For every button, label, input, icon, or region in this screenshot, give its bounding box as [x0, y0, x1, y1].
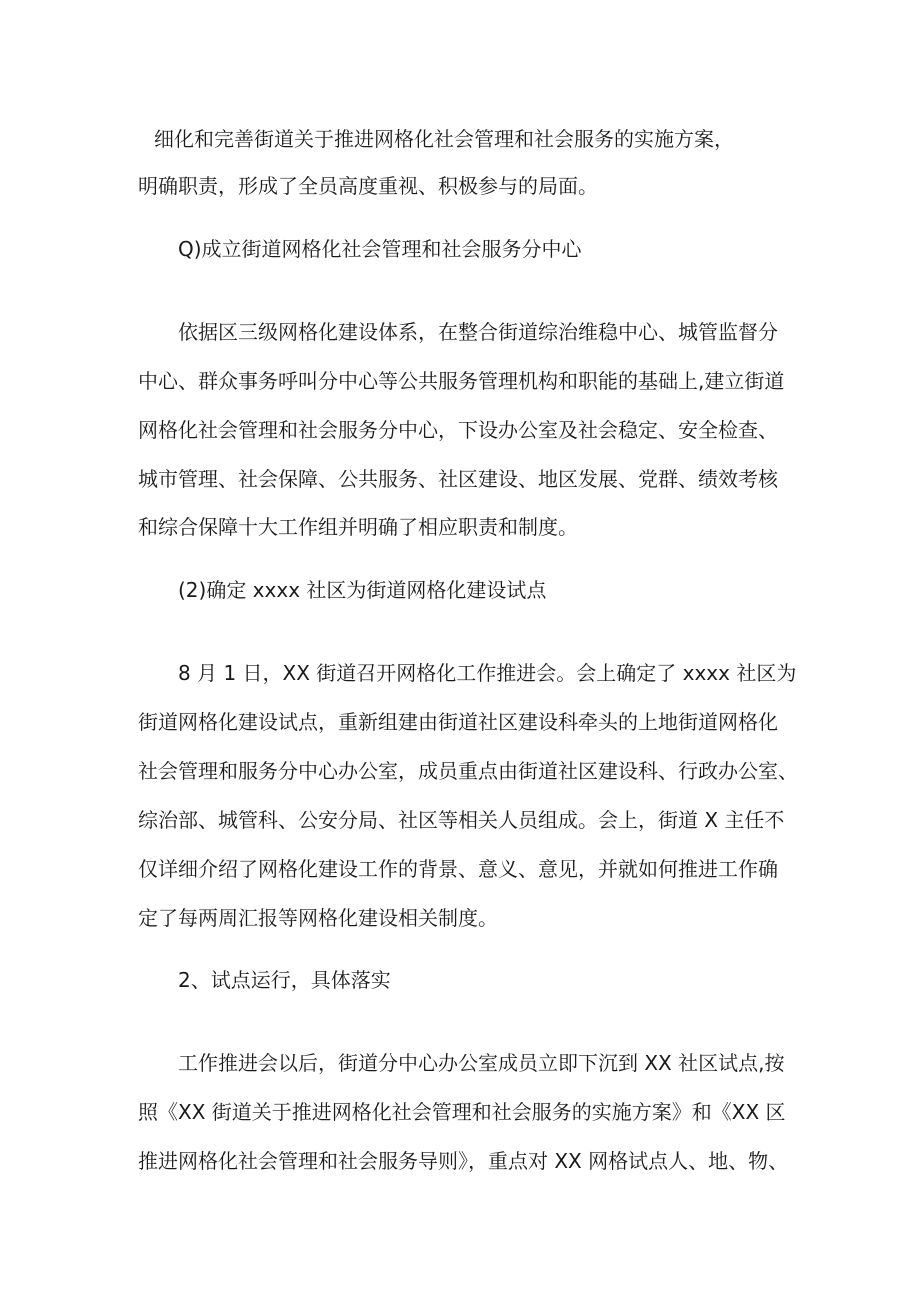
paragraph-line: 推进网格化社会管理和社会服务导则》，重点对 XX 网格试点人、地、物、 [138, 1149, 789, 1173]
paragraph-line: 综治部、城管科、公安分局、社区等相关人员组成。会上，街道 X 主任不 [138, 808, 785, 832]
paragraph-line: 8 月 1 日，XX 街道召开网格化工作推进会。会上确定了 xxxx 社区为 [178, 661, 797, 685]
paragraph-line: 细化和完善街道关于推进网格化社会管理和社会服务的实施方案， [154, 127, 734, 151]
section-heading: (2)确定 xxxx 社区为街道网格化建设试点 [178, 578, 547, 602]
section-heading: 2、试点运行，具体落实 [178, 968, 391, 992]
paragraph-line: 工作推进会以后，街道分中心办公室成员立即下沉到 XX 社区试点,按 [178, 1051, 785, 1075]
paragraph-line: 中心、群众事务呼叫分中心等公共服务管理机构和职能的基础上,建立街道 [138, 369, 785, 393]
paragraph-line: 街道网格化建设试点，重新组建由街道社区建设科牵头的上地街道网格化 [138, 710, 778, 734]
section-heading: Q)成立街道网格化社会管理和社会服务分中心 [178, 237, 582, 261]
paragraph-line: 定了每两周汇报等网格化建设相关制度。 [138, 906, 498, 930]
paragraph-line: 照《XX 街道关于推进网格化社会管理和社会服务的实施方案》和《XX 区 [138, 1100, 786, 1124]
paragraph-line: 社会管理和服务分中心办公室，成员重点由街道社区建设科、行政办公室、 [138, 759, 798, 783]
paragraph-line: 明确职责，形成了全员高度重视、积极参与的局面。 [138, 174, 598, 198]
paragraph-line: 依据区三级网格化建设体系，在整合街道综治维稳中心、城管监督分 [178, 320, 778, 344]
paragraph-line: 网格化社会管理和社会服务分中心，下设办公室及社会稳定、安全检查、 [138, 418, 778, 442]
paragraph-line: 城市管理、社会保障、公共服务、社区建设、地区发展、党群、绩效考核 [138, 467, 778, 491]
paragraph-line: 仅详细介绍了网格化建设工作的背景、意义、意见，并就如何推进工作确 [138, 857, 778, 881]
paragraph-line: 和综合保障十大工作组并明确了相应职责和制度。 [138, 515, 578, 539]
